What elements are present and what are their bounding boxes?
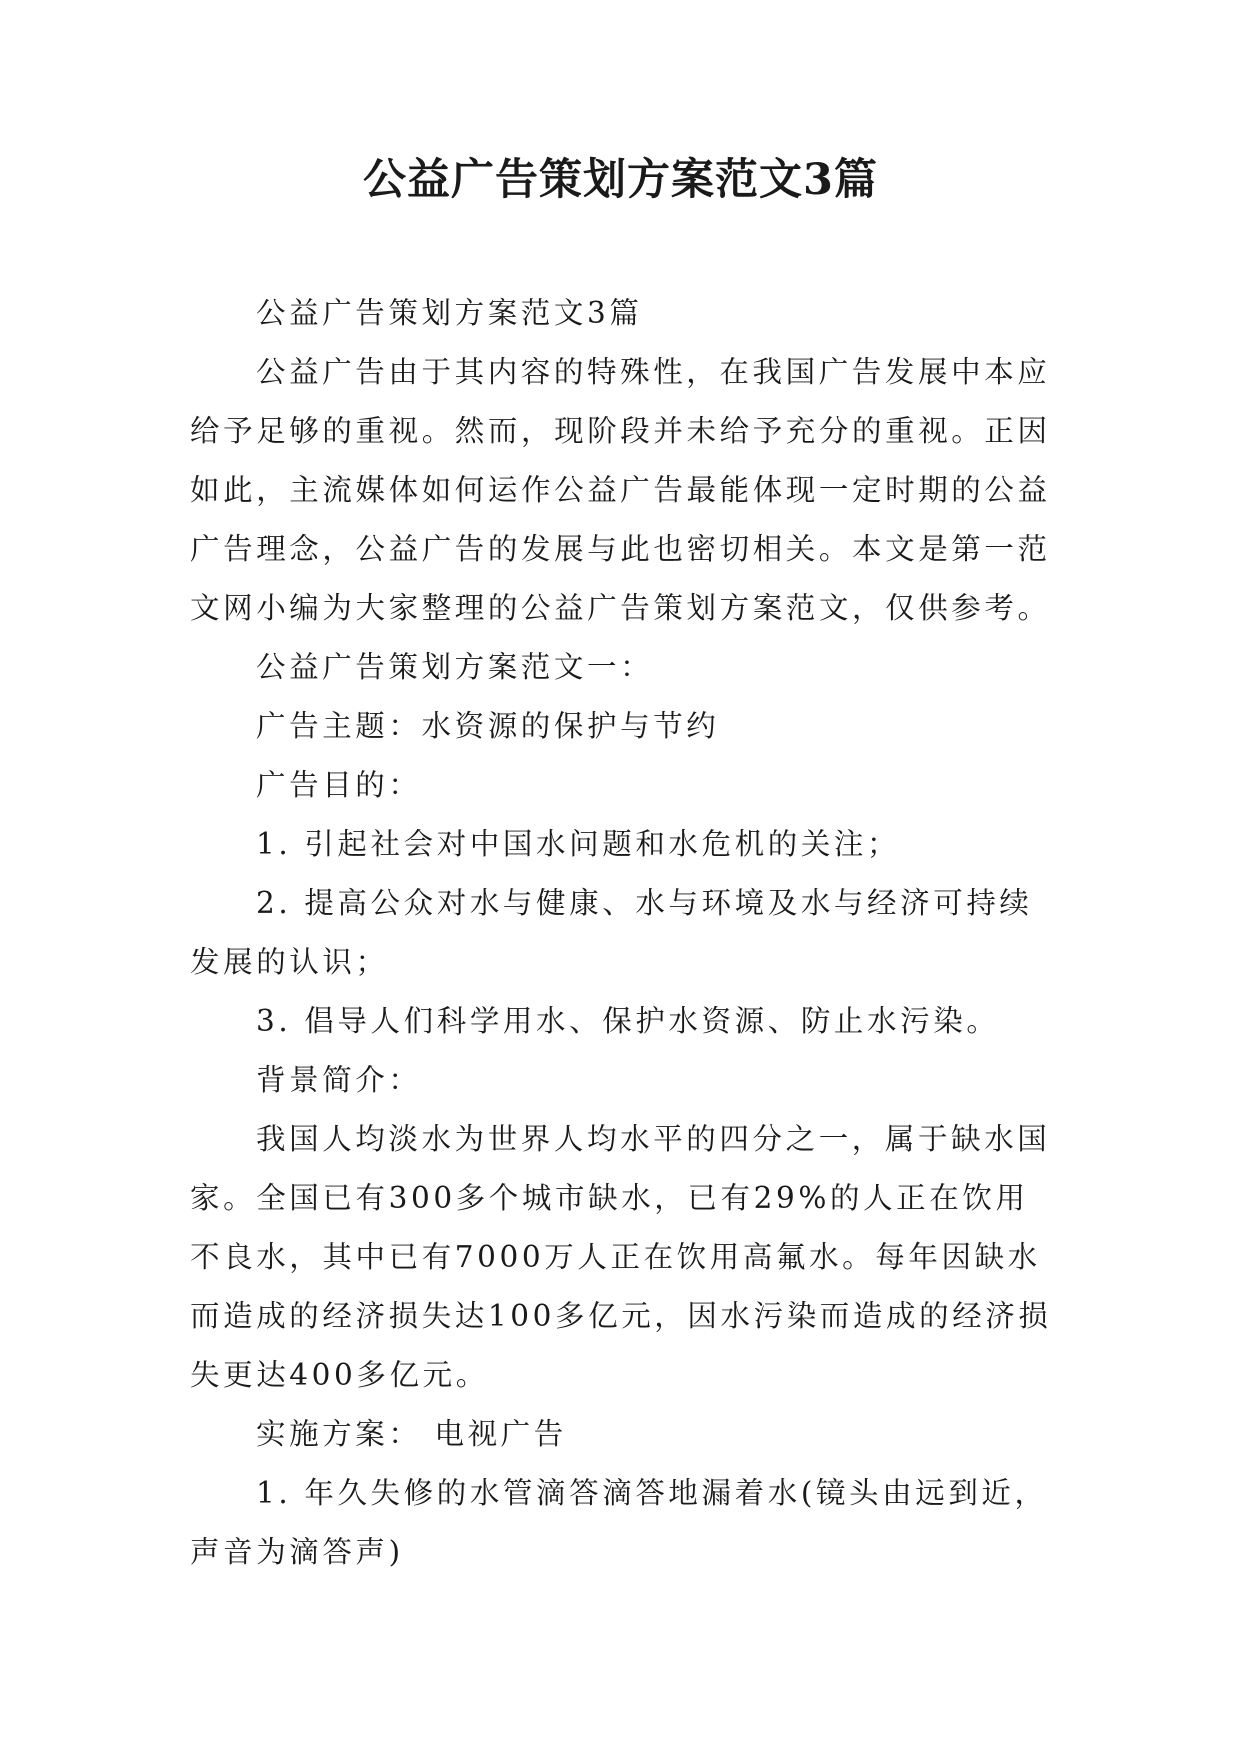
paragraph-background-heading: 背景简介： xyxy=(256,1063,422,1097)
paragraph-purpose-item-2: 2. 提高公众对水与健康、水与环境及水与经济可持续发展的认识； xyxy=(190,886,1033,979)
paragraph-intro: 公益广告由于其内容的特殊性，在我国广告发展中本应给予足够的重视。然而，现阶段并未给予充分的重视。正因如此，主流媒体如何运作公益广告最能体现一定时期的公益广告理念，公益广告的发展与此也密切相关。本文是第一范文网小编为大家整理的公益广告策划方案范文，仅供参考。 xyxy=(190,355,1051,625)
paragraph-plan-heading: 实施方案： 电视广告 xyxy=(256,1417,567,1451)
paragraph-purpose-item-3: 3. 倡导人们科学用水、保护水资源、防止水污染。 xyxy=(256,1004,1000,1038)
paragraph-purpose-item-1: 1. 引起社会对中国水问题和水危机的关注； xyxy=(256,827,901,861)
paragraph-plan-item-1: 1. 年久失修的水管滴答滴答地漏着水(镜头由远到近，声音为滴答声) xyxy=(190,1476,1048,1569)
paragraph-ad-theme: 广告主题：水资源的保护与节约 xyxy=(256,709,720,743)
paragraph-ad-purpose-heading: 广告目的： xyxy=(256,768,422,802)
document-title: 公益广告策划方案范文3篇 xyxy=(363,155,878,205)
paragraph-section-one-heading: 公益广告策划方案范文一： xyxy=(256,650,654,684)
paragraph-background-body: 我国人均淡水为世界人均水平的四分之一，属于缺水国家。全国已有300多个城市缺水，已有29%的人正在饮用不良水，其中已有7000万人正在饮用高氟水。每年因缺水而造成的经济损失达100多亿元，因水污染而造成的经济损失更达400多亿元。 xyxy=(190,1122,1052,1392)
document-body xyxy=(190,284,1060,1582)
paragraph-subtitle: 公益广告策划方案范文3篇 xyxy=(256,296,643,330)
